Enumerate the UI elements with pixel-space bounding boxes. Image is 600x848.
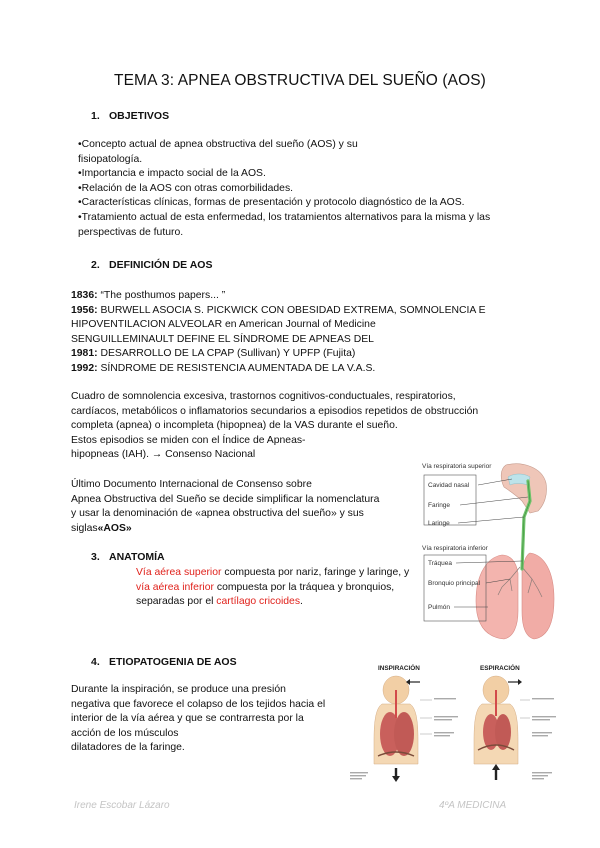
airway-diagram [418,461,558,643]
highlight-term: vía aérea inferior [136,581,214,593]
section-number: 3. [91,551,100,563]
anatomy-paragraph [136,566,416,610]
section-heading-definicion [91,259,212,271]
timeline-text: BURWELL ASOCIA S. PICKWICK CON OBESIDAD EXTREMA, SOMNOLENCIA E [97,304,486,316]
inspiration-figure [350,676,458,782]
timeline-row [71,289,596,304]
list-item: •Importancia e impacto social de la AOS. [78,168,266,180]
section-title: OBJETIVOS [109,110,170,122]
paragraph-line: hipopneas (IAH). → Consenso Nacional [71,449,256,461]
label-pulmon: Pulmón [428,604,451,611]
definition-timeline [71,289,596,377]
timeline-year: 1956: [71,304,98,316]
plain-text: compuesta por la tráquea y bronquios, [213,581,395,593]
list-item: •Relación de la AOS con otras comorbilidades. [78,182,294,194]
label-traquea: Tráquea [428,560,452,567]
timeline-year: 1992: [71,362,98,374]
label-laringe: Laringe [428,520,450,527]
section-heading-etiopatogenia [91,656,237,668]
inspiration-title: INSPIRACIÓN [378,665,420,672]
definition-paragraph [71,390,596,463]
list-item: •Tratamiento actual de esta enfermedad, los tratamientos alternativos para la misma y las [78,211,491,223]
timeline-row [71,318,596,333]
list-item: •Concepto actual de apnea obstructiva del sueño (AOS) y su [78,139,358,150]
paragraph-line: acción de los músculos [71,727,179,739]
section-title: ANATOMÍA [109,551,165,563]
timeline-text: “The posthumos papers... ” [97,290,226,301]
timeline-text: DESARROLLO DE LA CPAP (Sullivan) Y UPFP (Fujita) [97,348,356,360]
label-bronquio: Bronquio principal [428,580,481,587]
timeline-text: SENGUILLEMINAULT DEFINE EL SÍNDROME DE APNEAS DEL [71,333,374,345]
timeline-year: 1981: [71,348,98,360]
list-item: perspectivas de futuro. [78,226,184,238]
list-item: •Características clínicas, formas de presentación y protocolo diagnóstico de la AOS. [78,197,465,209]
timeline-row [71,362,596,377]
section-title: DEFINICIÓN DE AOS [109,259,213,271]
breathing-diagram [348,660,558,790]
upper-airway-title: Vía respiratoria superior [422,463,492,470]
section-heading-anatomia [91,551,165,563]
section-number: 4. [91,656,100,668]
paragraph-line: cardíacos, metabólicos o inflamatorios secundarios a episodios repetidos de obstrucción [71,405,479,417]
plain-text: compuesta por nariz, faringe y laringe, y [221,567,410,578]
paragraph-line [136,566,416,581]
paragraph-line: y usar la denominación de «apnea obstructiva del sueño» y sus [71,508,364,520]
expiration-figure [474,676,556,780]
lower-airway-title: Vía respiratoria inferior [422,545,488,552]
paragraph-line: Apnea Obstructiva del Sueño se decide simplificar la nomenclatura [71,493,380,505]
siglas-bold: «AOS» [97,522,132,534]
consensus-paragraph [71,478,416,536]
paragraph-line [71,522,416,537]
timeline-row [71,333,596,348]
timeline-text: SÍNDROME DE RESISTENCIA AUMENTADA DE LA V.A.S. [97,362,376,374]
paragraph-line [136,581,416,596]
plain-text: . [300,596,303,608]
page-title: TEMA 3: APNEA OBSTRUCTIVA DEL SUEÑO (AOS) [114,72,486,89]
paragraph-line: Durante la inspiración, se produce una presión [71,684,286,695]
paragraph-line: Cuadro de somnolencia excesiva, trastornos cognitivos-conductuales, respiratorios, [71,391,456,402]
siglas-text: siglas [71,522,98,534]
highlight-term: Vía aérea superior [136,567,222,578]
label-faringe: Faringe [428,502,451,509]
timeline-row [71,347,596,362]
section-number: 1. [91,110,100,122]
expiration-title: ESPIRACIÓN [480,665,520,672]
etiopathogenesis-paragraph [71,683,361,756]
footer-course: 4ºA MEDICINA [439,800,507,811]
plain-text: separadas por el [136,596,217,608]
label-cavidad-nasal: Cavidad nasal [428,482,470,489]
highlight-term: cartílago cricoides [216,596,301,608]
paragraph-line: negativa que favorece el colapso de los tejidos hacia el [71,698,326,710]
timeline-row [71,304,596,319]
paragraph-line: Último Documento Internacional de Consenso sobre [71,479,312,490]
section-title: ETIOPATOGENIA DE AOS [109,656,237,668]
objectives-list [78,138,490,240]
paragraph-line: interior de la vía aérea y que se contrarresta por la [71,713,304,725]
paragraph-line: dilatadores de la faringe. [71,742,185,754]
section-number: 2. [91,259,100,271]
timeline-text: HIPOVENTILACION ALVEOLAR en American Journal of Medicine [71,319,376,331]
footer-author: Irene Escobar Lázaro [74,800,170,811]
paragraph-line: Estos episodios se miden con el Índice de Apneas- [71,434,306,446]
paragraph-line: completa (apnea) o incompleta (hipopnea) de la VAS durante el sueño. [71,420,398,432]
timeline-year: 1836: [71,290,98,301]
section-heading-objetivos [91,110,169,122]
list-item: fisiopatología. [78,153,143,165]
paragraph-line [136,595,416,610]
